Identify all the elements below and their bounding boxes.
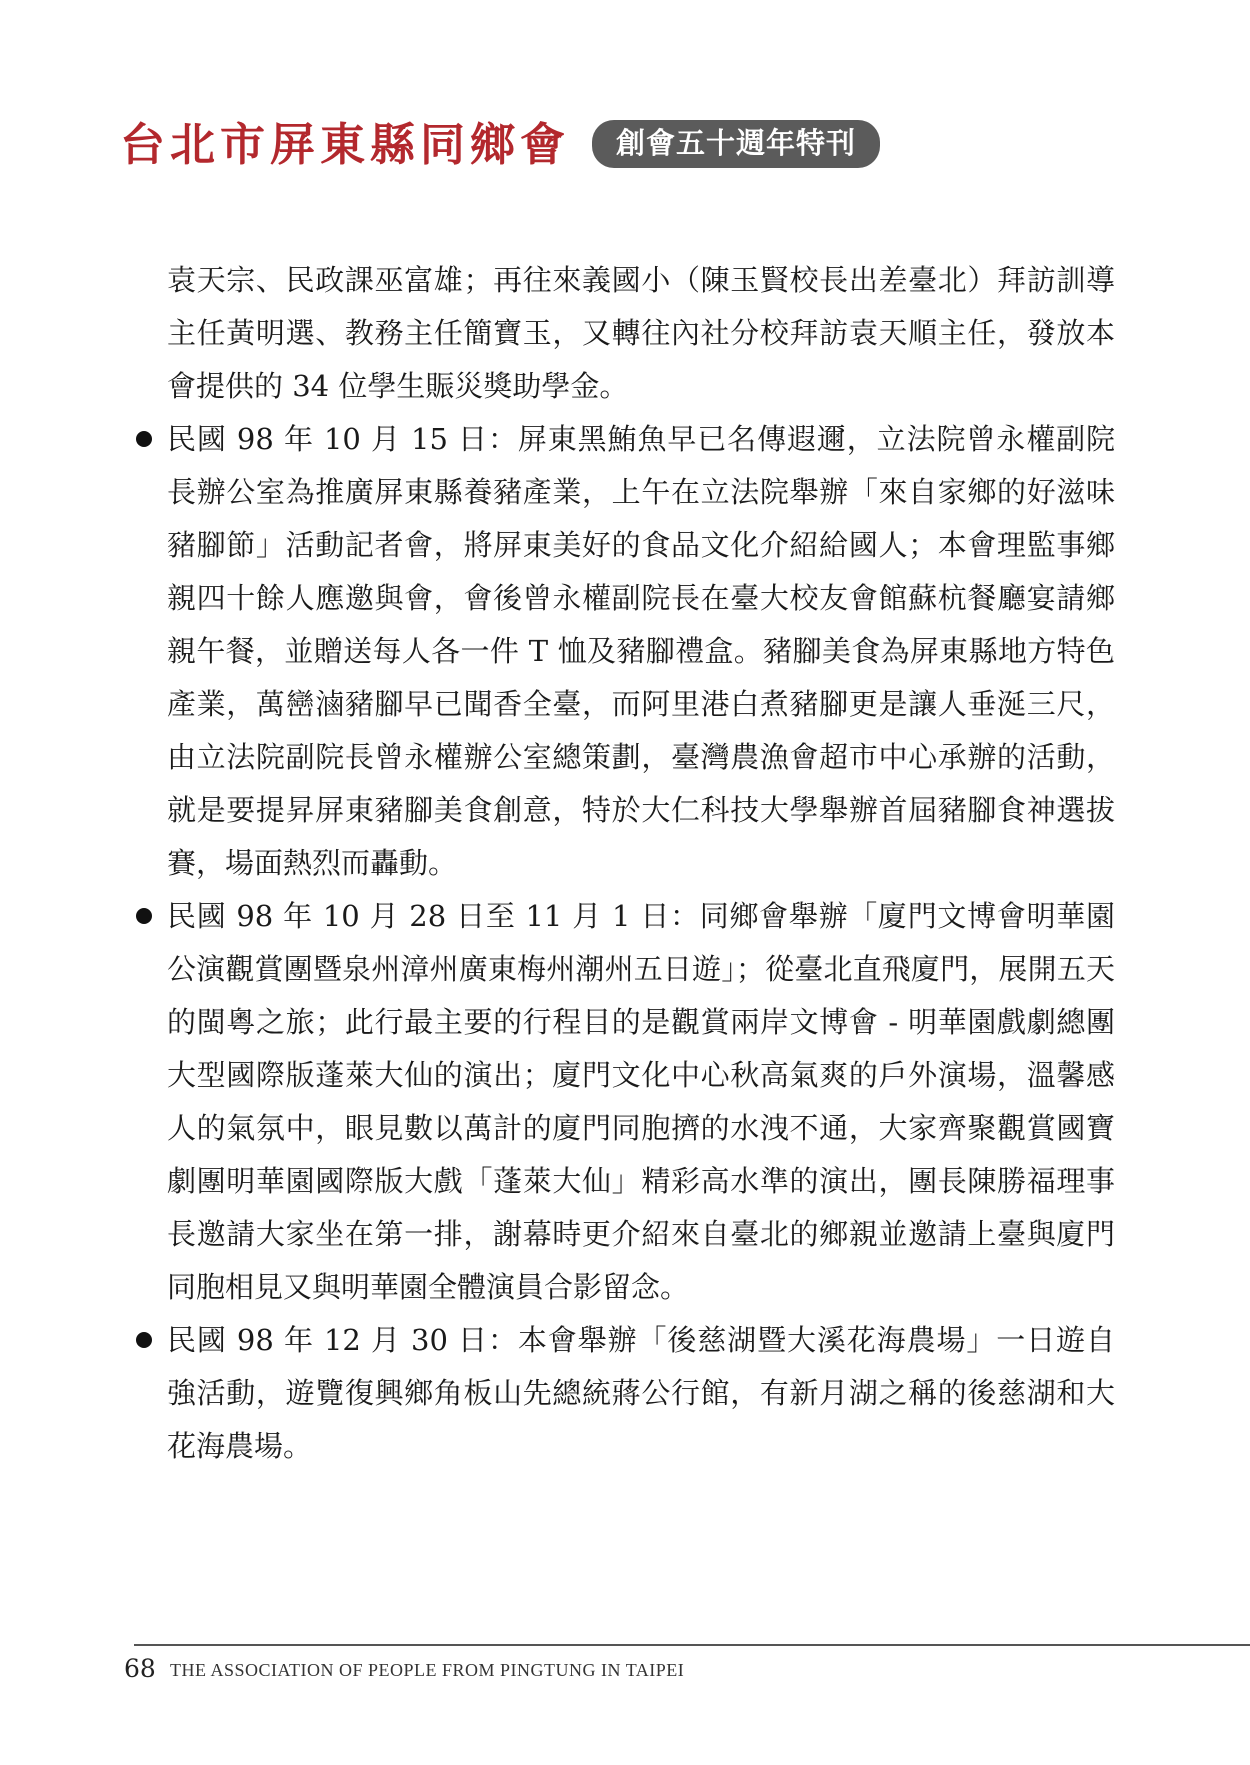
page-header — [120, 112, 880, 176]
footer-divider — [134, 1644, 1250, 1646]
bullet-text: 民國 98 年 10 月 28 日至 11 月 1 日：同鄉會舉辦「廈門文博會明華園公演觀賞團暨泉州漳州廣東梅州潮州五日遊」；從臺北直飛廈門，展開五天的閩粵之旅；此行最主要的行程目的是觀賞兩岸文博會 - 明華園戲劇總團大型國際版蓬萊大仙的演出；廈門文化中心秋高氣爽的戶外演場，溫馨感人的氣氛中，眼見數以萬計的廈門同胞擠的水洩不通，大家齊聚觀賞國寶劇團明華園國際版大戲「蓬萊大仙」精彩高水準的演出，團長陳勝福理事長邀請大家坐在第一排，謝幕時更介紹來自臺北的鄉親並邀請上臺與廈門同胞相見又與明華園全體演員合影留念。 — [167, 899, 1115, 1304]
bullet-item-pig-knuckle-festival — [130, 413, 1115, 890]
paragraph-continued — [130, 254, 1115, 413]
page-number: 68 — [124, 1654, 156, 1683]
bullet-item-cihu-tour — [130, 1314, 1115, 1473]
paragraph-text: 袁天宗、民政課巫富雄；再往來義國小（陳玉賢校長出差臺北）拜訪訓導主任黃明選、教務主任簡寶玉，又轉往內社分校拜訪袁天順主任，發放本會提供的 34 位學生賑災獎助學金。 — [167, 263, 1115, 403]
bullet-item-xiamen-trip — [130, 890, 1115, 1314]
bullet-text: 民國 98 年 10 月 15 日：屏東黑鮪魚早已名傳遐邇，立法院曾永權副院長辦公室為推廣屏東縣養豬產業，上午在立法院舉辦「來自家鄉的好滋味豬腳節」活動記者會，將屏東美好的食品文化介紹給國人；本會理監事鄉親四十餘人應邀與會，會後曾永權副院長在臺大校友會館蘇杭餐廳宴請鄉親午餐，並贈送每人各一件 T 恤及豬腳禮盒。豬腳美食為屏東縣地方特色產業，萬巒滷豬腳早已聞香全臺，而阿里港白煮豬腳更是讓人垂涎三尺，由立法院副院長曾永權辦公室總策劃，臺灣農漁會超市中心承辦的活動，就是要提昇屏東豬腳美食創意，特於大仁科技大學舉辦首屆豬腳食神選拔賽，場面熱烈而轟動。 — [167, 422, 1115, 880]
footer-title: THE ASSOCIATION OF PEOPLE FROM PINGTUNG IN TAIPEI — [170, 1660, 685, 1680]
article-body — [130, 254, 1115, 1473]
association-logo-text: 台北市屏東縣同鄉會 — [120, 117, 571, 171]
anniversary-issue-badge: 創會五十週年特刊 — [592, 120, 880, 169]
bullet-text: 民國 98 年 12 月 30 日：本會舉辦「後慈湖暨大溪花海農場」一日遊自強活動，遊覽復興鄉角板山先總統蔣公行館，有新月湖之稱的後慈湖和大花海農場。 — [167, 1323, 1115, 1463]
